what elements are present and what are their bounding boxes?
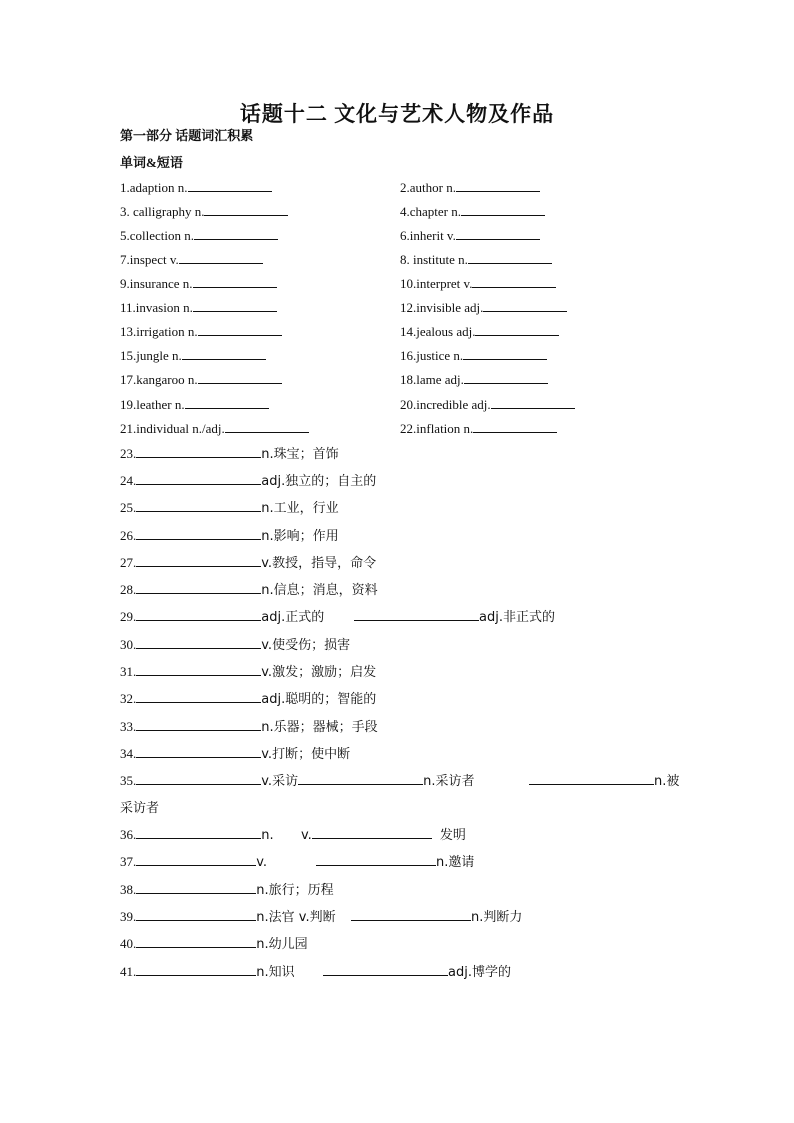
- item-meaning: adj.非正式的: [479, 610, 555, 625]
- answer-blank[interactable]: [491, 394, 575, 409]
- fill-row: [120, 497, 740, 517]
- fill-row: [120, 933, 740, 953]
- fill-row: [120, 525, 740, 545]
- item-number: 34.: [120, 746, 137, 761]
- item-meaning: v.使受伤；损害: [261, 638, 351, 653]
- item-number: 30.: [120, 637, 137, 652]
- vocab-term: 4.chapter n.: [400, 204, 462, 219]
- answer-blank[interactable]: [136, 525, 261, 540]
- fill-row: [120, 770, 740, 790]
- item-meaning: n.影响；作用: [261, 529, 339, 544]
- answer-blank[interactable]: [351, 906, 471, 921]
- answer-blank[interactable]: [463, 345, 547, 360]
- item-meaning: 发明: [439, 828, 466, 843]
- vocab-row: [120, 273, 740, 293]
- answer-blank[interactable]: [182, 345, 266, 360]
- item-meaning: v.采访: [261, 774, 299, 789]
- item-meaning: adj.独立的；自主的: [261, 474, 377, 489]
- answer-blank[interactable]: [136, 961, 256, 976]
- item-meaning: n.采访者: [423, 774, 475, 789]
- item-number: 39.: [120, 909, 137, 924]
- answer-blank[interactable]: [136, 470, 261, 485]
- item-number: 41.: [120, 964, 137, 979]
- answer-blank[interactable]: [136, 661, 261, 676]
- vocab-term: 11.invasion n.: [120, 300, 193, 315]
- vocab-row: [120, 177, 740, 197]
- answer-blank[interactable]: [136, 770, 261, 785]
- fill-row: [120, 606, 740, 626]
- answer-blank[interactable]: [136, 497, 261, 512]
- vocab-term: 15.jungle n.: [120, 348, 182, 363]
- wrapped-text: 采访者: [120, 801, 160, 816]
- answer-blank[interactable]: [473, 418, 557, 433]
- answer-blank[interactable]: [136, 851, 256, 866]
- answer-blank[interactable]: [136, 634, 261, 649]
- fill-row: [120, 879, 740, 899]
- section-heading: 第一部分 话题词汇积累: [120, 128, 254, 143]
- answer-blank[interactable]: [136, 879, 256, 894]
- vocab-term: 18.lame adj.: [400, 372, 464, 387]
- vocab-row: [120, 225, 740, 245]
- answer-blank[interactable]: [456, 225, 540, 240]
- item-number: 28.: [120, 582, 137, 597]
- answer-blank[interactable]: [464, 369, 548, 384]
- fill-row: [120, 634, 740, 654]
- item-number: 32.: [120, 691, 137, 706]
- fill-row: [120, 824, 740, 844]
- answer-blank[interactable]: [475, 321, 559, 336]
- vocab-term: 16.justice n.: [400, 348, 464, 363]
- vocab-term: 8. institute n.: [400, 252, 468, 267]
- item-meaning: v.打断；使中断: [261, 747, 351, 762]
- vocab-term: 19.leather n.: [120, 397, 185, 412]
- answer-blank[interactable]: [529, 770, 654, 785]
- vocab-row: [120, 201, 740, 221]
- answer-blank[interactable]: [136, 824, 261, 839]
- fill-row: [120, 443, 740, 463]
- answer-blank[interactable]: [298, 770, 423, 785]
- fill-row: [120, 906, 740, 926]
- item-number: 31.: [120, 664, 137, 679]
- answer-blank[interactable]: [468, 249, 552, 264]
- item-meaning: v.: [301, 828, 312, 843]
- fill-row: [120, 716, 740, 736]
- answer-blank[interactable]: [194, 225, 278, 240]
- vocab-term: 10.interpret v.: [400, 276, 473, 291]
- answer-blank[interactable]: [136, 933, 256, 948]
- vocab-term: 17.kangaroo n.: [120, 372, 198, 387]
- answer-blank[interactable]: [225, 418, 309, 433]
- answer-blank[interactable]: [198, 321, 282, 336]
- answer-blank[interactable]: [136, 443, 261, 458]
- answer-blank[interactable]: [323, 961, 448, 976]
- vocab-row: [120, 297, 740, 317]
- item-meaning: n.邀请: [436, 855, 475, 870]
- answer-blank[interactable]: [472, 273, 556, 288]
- vocab-term: 5.collection n.: [120, 228, 195, 243]
- answer-blank[interactable]: [354, 606, 479, 621]
- answer-blank[interactable]: [461, 201, 545, 216]
- item-number: 27.: [120, 555, 137, 570]
- vocab-term: 14.jealous adj.: [400, 324, 476, 339]
- item-meaning: n.幼儿园: [256, 937, 308, 952]
- item-meaning: v.教授，指导，命令: [261, 556, 377, 571]
- answer-blank[interactable]: [193, 273, 277, 288]
- vocab-term: 1.adaption n.: [120, 180, 188, 195]
- vocab-row: [120, 249, 740, 269]
- vocab-term: 6.inherit v.: [400, 228, 456, 243]
- item-meaning: n.法官 v.判断: [256, 910, 336, 925]
- answer-blank[interactable]: [483, 297, 567, 312]
- item-number: 38.: [120, 882, 137, 897]
- answer-blank[interactable]: [136, 906, 256, 921]
- vocab-row: [120, 321, 740, 341]
- answer-blank[interactable]: [456, 177, 540, 192]
- answer-blank[interactable]: [188, 177, 272, 192]
- item-number: 29.: [120, 609, 137, 624]
- answer-blank[interactable]: [136, 552, 261, 567]
- fill-row: [120, 661, 740, 681]
- item-meaning: adj.正式的: [261, 610, 325, 625]
- fill-row: [120, 961, 740, 981]
- item-meaning: adj.博学的: [448, 965, 511, 980]
- fill-row: [120, 579, 740, 599]
- item-meaning: n.信息；消息，资料: [261, 583, 378, 598]
- item-number: 24.: [120, 473, 137, 488]
- vocab-term: 2.author n.: [400, 180, 456, 195]
- item-meaning: n.乐器；器械；手段: [261, 720, 378, 735]
- vocab-term: 22.inflation n.: [400, 421, 474, 436]
- vocab-row: [120, 418, 740, 438]
- answer-blank[interactable]: [316, 851, 436, 866]
- answer-blank[interactable]: [185, 394, 269, 409]
- vocab-term: 7.inspect v.: [120, 252, 179, 267]
- item-meaning: adj.聪明的；智能的: [261, 692, 377, 707]
- fill-row: [120, 552, 740, 572]
- item-meaning: n.知识: [256, 965, 295, 980]
- item-meaning: n.旅行；历程: [256, 883, 334, 898]
- vocab-term: 9.insurance n.: [120, 276, 193, 291]
- answer-blank[interactable]: [136, 688, 261, 703]
- item-meaning: n.工业，行业: [261, 501, 339, 516]
- item-meaning: n.: [261, 828, 274, 843]
- item-number: 23.: [120, 446, 137, 461]
- item-meaning: n.判断力: [471, 910, 523, 925]
- item-number: 26.: [120, 528, 137, 543]
- fill-row: [120, 851, 740, 871]
- item-meaning: v.: [256, 855, 268, 870]
- item-meaning: v.激发；激励；启发: [261, 665, 377, 680]
- item-number: 35.: [120, 773, 137, 788]
- item-number: 40.: [120, 936, 137, 951]
- vocab-term: 21.individual n./adj.: [120, 421, 225, 436]
- subsection-heading: 单词&短语: [120, 155, 183, 170]
- answer-blank[interactable]: [198, 369, 282, 384]
- page-title: 话题十二 文化与艺术人物及作品: [239, 102, 555, 126]
- vocab-term: 3. calligraphy n.: [120, 204, 205, 219]
- item-meaning: n.珠宝；首饰: [261, 447, 339, 462]
- vocab-term: 13.irrigation n.: [120, 324, 198, 339]
- answer-blank[interactable]: [136, 716, 261, 731]
- vocab-term: 12.invisible adj.: [400, 300, 484, 315]
- vocab-row: [120, 394, 740, 414]
- vocab-term: 20.incredible adj.: [400, 397, 491, 412]
- item-number: 37.: [120, 854, 137, 869]
- answer-blank[interactable]: [179, 249, 263, 264]
- answer-blank[interactable]: [204, 201, 288, 216]
- answer-blank[interactable]: [312, 824, 432, 839]
- answer-blank[interactable]: [193, 297, 277, 312]
- fill-row: [120, 743, 740, 763]
- fill-row: [120, 470, 740, 490]
- answer-blank[interactable]: [136, 743, 261, 758]
- fill-row: [120, 688, 740, 708]
- vocab-row: [120, 345, 740, 365]
- answer-blank[interactable]: [136, 606, 261, 621]
- item-number: 33.: [120, 719, 137, 734]
- item-meaning: n.被: [654, 774, 680, 789]
- vocab-row: [120, 369, 740, 389]
- answer-blank[interactable]: [136, 579, 261, 594]
- item-number: 25.: [120, 500, 137, 515]
- item-number: 36.: [120, 827, 137, 842]
